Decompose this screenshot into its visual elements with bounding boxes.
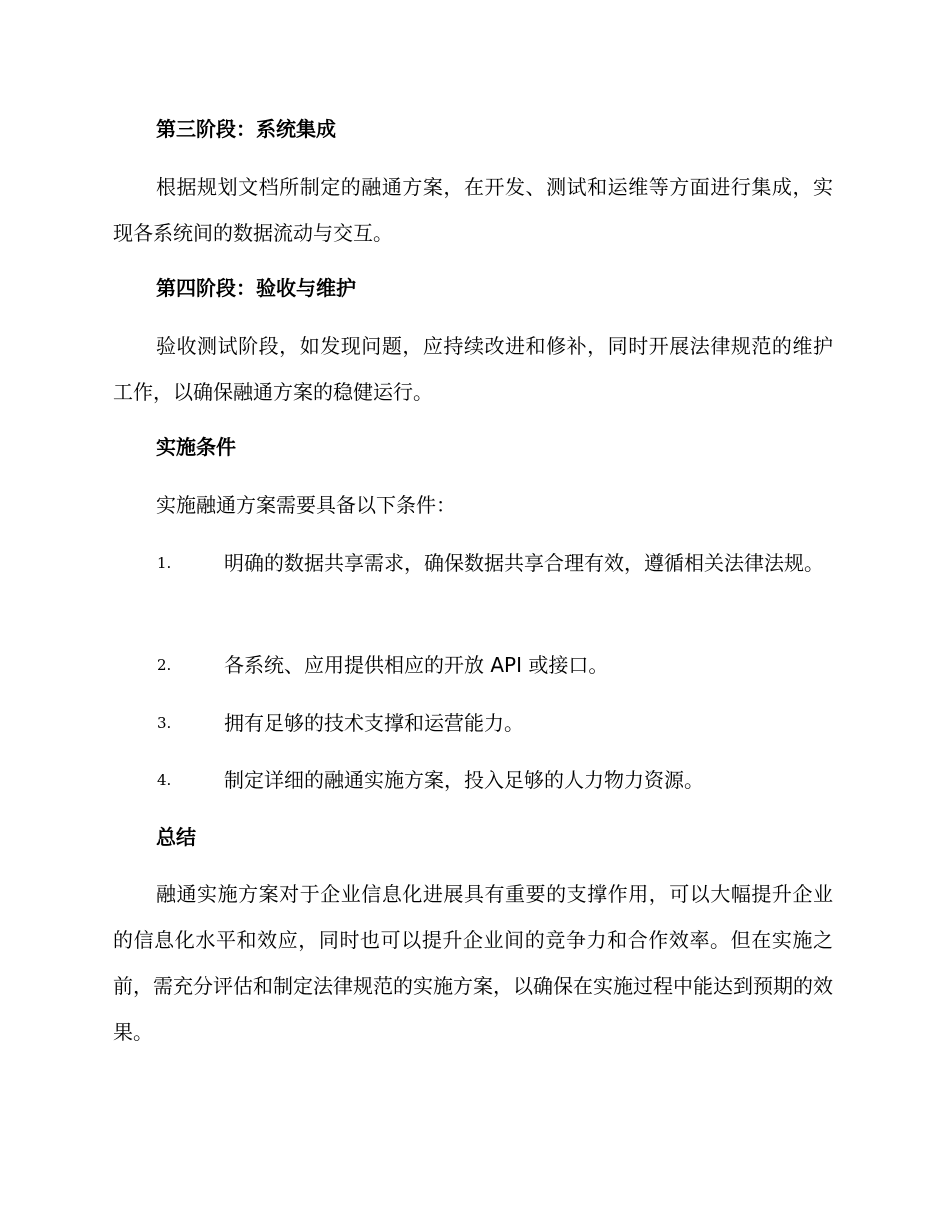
list-number: 3. [157,714,172,732]
phase3-paragraph: 根据规划文档所制定的融通方案，在开发、测试和运维等方面进行集成，实现各系统间的数据流动与交互。 [113,175,833,245]
list-item [113,700,833,746]
list-item [113,540,833,586]
phase4-paragraph: 验收测试阶段，如发现问题，应持续改进和修补，同时开展法律规范的维护工作，以确保融通方案的稳健运行。 [113,334,833,404]
list-text: 明确的数据共享需求，确保数据共享合理有效，遵循相关法律法规。 [224,551,824,575]
conditions-intro: 实施融通方案需要具备以下条件： [156,493,456,517]
list-number: 2. [157,656,172,674]
phase3-heading: 第三阶段：系统集成 [156,117,336,141]
summary-paragraph: 融通实施方案对于企业信息化进展具有重要的支撑作用，可以大幅提升企业的信息化水平和效应，同时也可以提升企业间的竞争力和合作效率。但在实施之前，需充分评估和制定法律规范的实施方案，以确保在实施过程中能达到预期的效果。 [113,882,833,1044]
list-item [113,642,833,688]
list-text: 各系统、应用提供相应的开放 API 或接口。 [224,653,609,677]
list-item [113,757,833,803]
conditions-heading: 实施条件 [156,435,236,459]
list-number: 4. [157,771,172,789]
list-text: 拥有足够的技术支撑和运营能力。 [224,711,524,735]
phase4-heading: 第四阶段：验收与维护 [156,276,356,300]
list-text: 制定详细的融通实施方案，投入足够的人力物力资源。 [224,768,704,792]
list-number: 1. [157,554,172,572]
summary-heading: 总结 [156,825,196,849]
